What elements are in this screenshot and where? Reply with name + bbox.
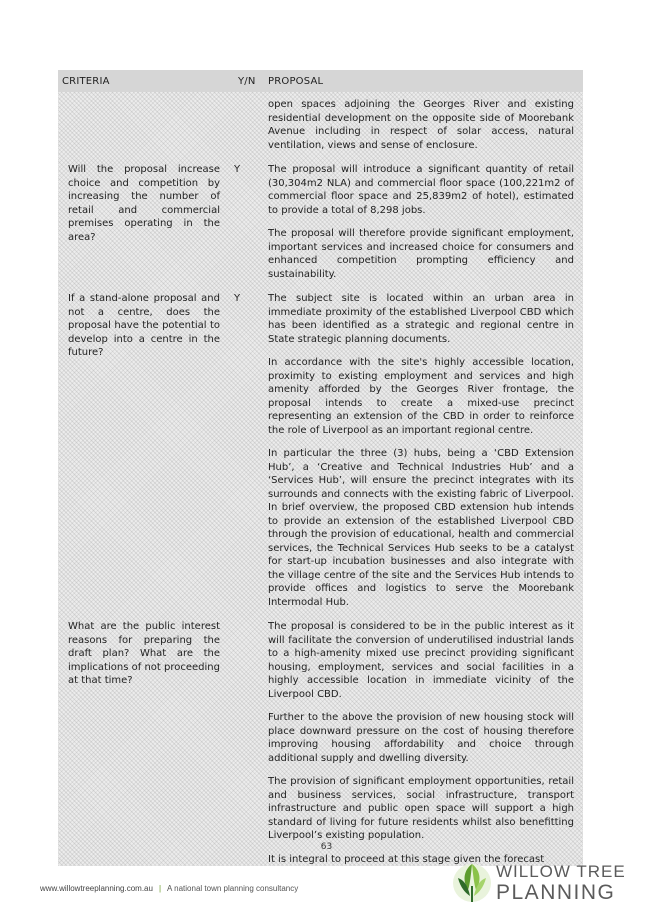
proposal-cell (268, 292, 574, 609)
table-row (58, 620, 583, 866)
criteria-cell: What are the public interest reasons for preparing the draft plan? What are the implications of not proceeding at that time? (68, 621, 220, 686)
criteria-cell (58, 98, 234, 152)
header-proposal: PROPOSAL (268, 75, 324, 87)
logo-text-line2: PLANNING (496, 881, 616, 904)
page-number: 63 (320, 842, 333, 852)
header-yn: Y/N (238, 75, 256, 87)
proposal-paragraph: In particular the three (3) hubs, being a ‘CBD Extension Hub’, a ‘Creative and Technical Industries Hub’ and a ‘Services Hub’, will ensure the precinct integrates with its surrounds and connects with the existing fabric of Liverpool. In brief overview, the proposed CBD extension hub intends to provide an extension of the established Liverpool CBD through the provision of educational, health and commercial services, the Technical Services Hub seeks to be a catalyst for start-up incubation businesses and also integrate with the village centre of the site and the Services Hub intends to provide offices and logistics to serve the Moorebank Intermodal Hub. (268, 448, 574, 608)
table-row (58, 98, 583, 152)
yn-cell (234, 98, 268, 152)
footer-separator: | (158, 884, 162, 893)
criteria-cell: Will the proposal increase choice and competition by increasing the number of retail and commercial premises operating in the area? (68, 164, 220, 243)
proposal-cell (268, 98, 574, 152)
proposal-paragraph: In accordance with the site's highly accessible location, proximity to existing employment and services and high amenity afforded by the Georges River frontage, the proposal intends to create a mixed-use precinct representing an extension of the CBD in order to reinforce the role of Liverpool as an important regional centre. (268, 357, 574, 436)
proposal-paragraph: open spaces adjoining the Georges River and existing residential development on the opposite side of Moorebank Avenue including in respect of solar access, natural ventilation, views and sense of enclosure. (268, 99, 574, 151)
logo-text-line1: WILLOW TREE (496, 862, 626, 881)
criteria-cell: If a stand-alone proposal and not a centre, does the proposal have the potential to develop into a centre in the future? (68, 293, 220, 358)
header-criteria: CRITERIA (62, 75, 110, 87)
proposal-cell (268, 620, 574, 866)
table-header (58, 70, 583, 92)
proposal-paragraph: The proposal will introduce a significant quantity of retail (30,304m2 NLA) and commercial floor space (100,221m2 of commercial floor space and 25,839m2 of hotel), estimated to provide a total of 8,298 jobs. (268, 164, 574, 216)
table-row (58, 292, 583, 609)
proposal-cell (268, 163, 574, 281)
proposal-paragraph: It is integral to proceed at this stage given the forecast (268, 853, 545, 865)
criteria-table (58, 70, 583, 866)
proposal-paragraph: Further to the above the provision of new housing stock will place downward pressure on the cost of housing therefore improving housing affordability and choice through additional supply and dwelling diversity. (268, 712, 574, 764)
proposal-paragraph: The provision of significant employment opportunities, retail and business services, social infrastructure, transport infrastructure and public open space will support a high standard of living for future residents whilst also benefitting Liverpool’s existing population. (268, 776, 574, 841)
footer (40, 884, 298, 893)
footer-tagline: A national town planning consultancy (167, 884, 299, 893)
yn-cell (234, 620, 268, 866)
table-row (58, 163, 583, 281)
yn-cell: Y (234, 293, 241, 304)
proposal-paragraph: The subject site is located within an urban area in immediate proximity of the established Liverpool CBD which has been identified as a strategic and regional centre in State strategic planning documents. (268, 293, 574, 345)
willow-tree-logo (452, 858, 626, 908)
proposal-paragraph: The proposal is considered to be in the public interest as it will facilitate the conversion of underutilised industrial lands to a high-amenity mixed use precinct providing significant housing, employment, services and social facilities in a highly accessible location in immediate vicinity of the Liverpool CBD. (268, 621, 574, 700)
tree-leaf-icon (452, 860, 492, 906)
yn-cell: Y (234, 164, 241, 175)
proposal-paragraph: The proposal will therefore provide significant employment, important services and increased choice for consumers and enhanced competition prompting efficiency and sustainability. (268, 228, 574, 280)
footer-website-link[interactable]: www.willowtreeplanning.com.au (40, 884, 153, 893)
